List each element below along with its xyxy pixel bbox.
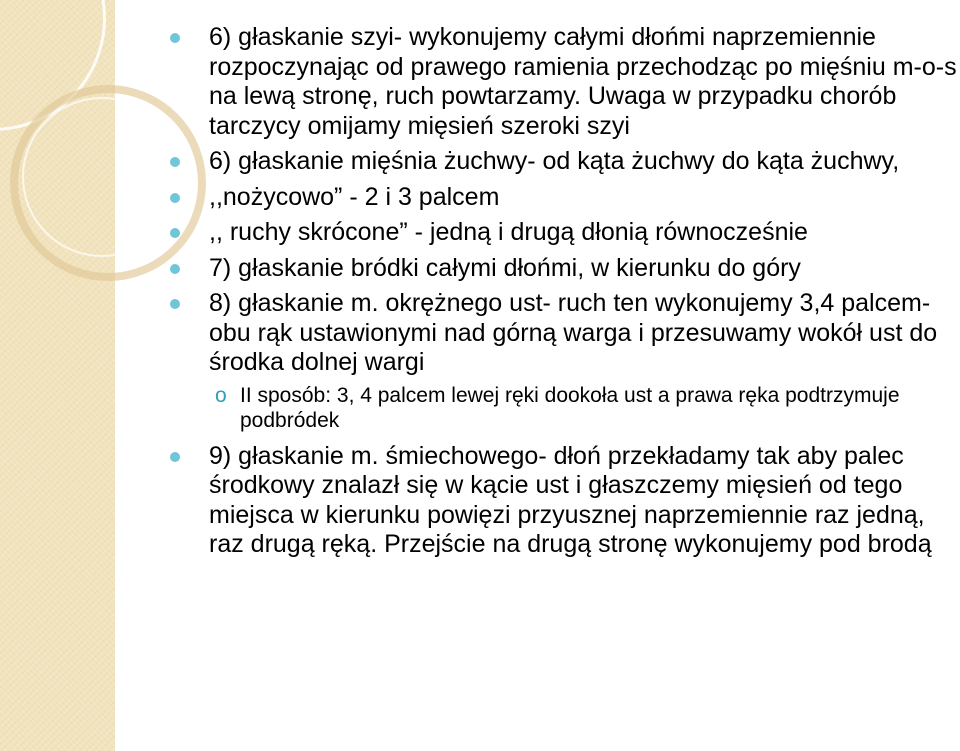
slide-bullet-list	[160, 23, 960, 566]
bullet-item	[160, 254, 960, 284]
bullet-dot-icon	[170, 157, 180, 167]
bullet-item	[160, 289, 960, 378]
bullet-dot-icon	[170, 193, 180, 203]
bullet-text: ,, ruchy skrócone” - jedną i drugą dłonią równocześnie	[209, 218, 808, 246]
sub-bullet-item	[193, 383, 960, 434]
bullet-dot-icon	[170, 264, 180, 274]
bullet-item	[160, 183, 960, 213]
bullet-item	[160, 442, 960, 560]
bullet-text: 6) głaskanie mięśnia żuchwy- od kąta żuchwy do kąta żuchwy,	[209, 147, 900, 175]
bullet-dot-icon	[170, 33, 180, 43]
bullet-dot-icon	[170, 228, 180, 238]
bullet-text: 8) głaskanie m. okrężnego ust- ruch ten wykonujemy 3,4 palcem- obu rąk ustawionymi nad górną warga i przesuwamy wokół ust do środka dolnej wargi	[209, 289, 938, 376]
sub-bullet-text: II sposób: 3, 4 palcem lewej ręki dookoła ust a prawa ręka podtrzymuje podbródek	[240, 383, 900, 432]
bullet-item	[160, 147, 960, 177]
bullet-dot-icon	[170, 299, 180, 309]
decorative-side-strip	[0, 0, 115, 751]
bullet-text: 9) głaskanie m. śmiechowego- dłoń przekładamy tak aby palec środkowy znalazł się w kącie ust i głaszczemy mięsień od tego miejsca w kierunku powięzi przyusznej naprzemiennie raz jedną, raz drugą ręką. Przejście na drugą stronę wykonujemy pod brodą	[209, 441, 932, 558]
bullet-text: 7) głaskanie bródki całymi dłońmi, w kierunku do góry	[209, 253, 801, 282]
decorative-ring	[0, 0, 106, 131]
bullet-item	[160, 218, 960, 248]
sub-bullet-marker-icon: o	[215, 383, 227, 407]
bullet-text: 6) głaskanie szyi- wykonujemy całymi dłońmi naprzemiennie rozpoczynając od prawego ramienia przechodząc po mięśniu m-o-s na lewą stronę, ruch powtarzamy. Uwaga w przypadku chorób tarczycy omijamy mięsień szeroki szyi	[209, 23, 957, 140]
decorative-ring	[22, 97, 182, 257]
bullet-item	[160, 23, 960, 141]
bullet-text: ,,nożycowo” - 2 i 3 palcem	[209, 182, 500, 211]
bullet-dot-icon	[170, 452, 180, 462]
